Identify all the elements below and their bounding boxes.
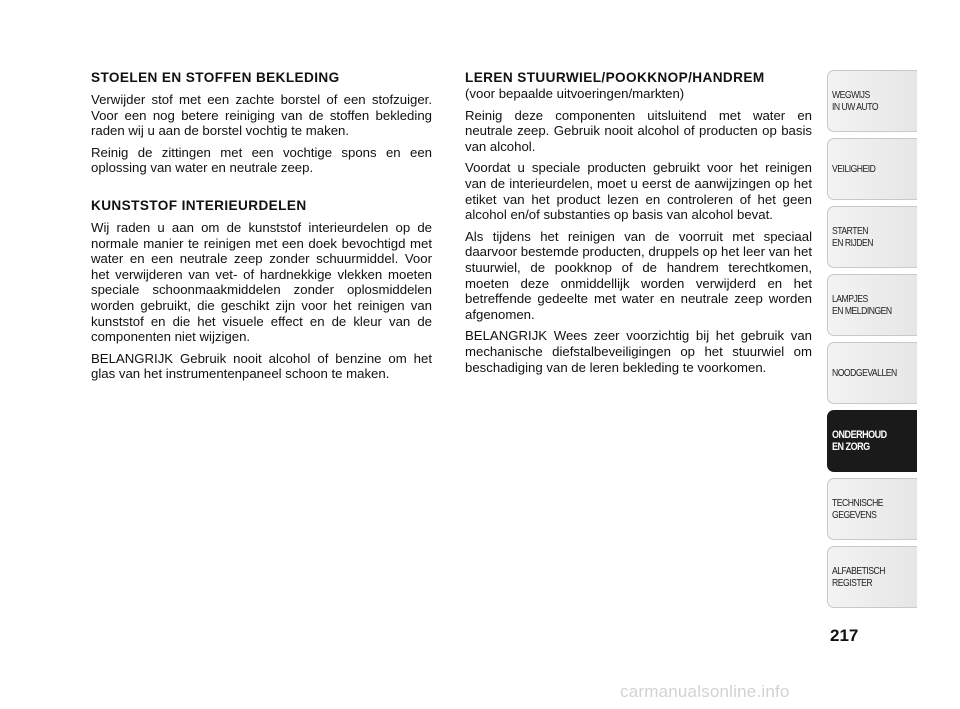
paragraph: Wij raden u aan om de kunststof interieurdelen op de normale manier te reinigen met een doek bevochtigd met water en een neutrale zeep zonder schuurmiddel. Voor het verwijderen van vet- of hardnekkige vlekken moeten speciale schoonmaakmiddelen zonder oplosmiddelen worden gebruikt, die geschikt zijn voor het reinigen van kunststof en die het visuele effect en de kleur van de componenten niet wijzigen. — [91, 219, 432, 345]
tab-wegwijs[interactable] — [827, 70, 917, 132]
left-column — [91, 70, 432, 388]
tab-label: VEILIGHEID — [832, 163, 876, 175]
watermark: carmanualsonline.info — [620, 682, 790, 701]
paragraph: Reinig deze componenten uitsluitend met water en neutrale zeep. Gebruik nooit alcohol of producten op basis van alcohol. — [465, 107, 812, 154]
right-column — [465, 70, 812, 381]
tab-label: TECHNISCHE GEGEVENS — [832, 497, 884, 521]
tab-label: ONDERHOUD EN ZORG — [832, 429, 887, 453]
section-heading-plastic-parts: KUNSTSTOF INTERIEURDELEN — [91, 197, 307, 213]
tab-label: ALFABETISCH REGISTER — [832, 565, 885, 589]
tab-veiligheid[interactable] — [827, 138, 917, 200]
tab-label: LAMPJES EN MELDINGEN — [832, 293, 892, 317]
section-heading-seats: STOELEN EN STOFFEN BEKLEDING — [91, 70, 340, 85]
tab-technische-gegevens[interactable] — [827, 478, 917, 540]
tab-onderhoud-active[interactable] — [827, 410, 917, 472]
section-heading-leather: LEREN STUURWIEL/POOKKNOP/HANDREM — [465, 70, 765, 85]
warning-paragraph: BELANGRIJK Wees zeer voorzichtig bij het gebruik van mechanische diefstalbeveiligingen op het stuurwiel om beschadiging van de leren bekleding te voorkomen. — [465, 328, 812, 375]
tab-label: NOODGEVALLEN — [832, 367, 897, 379]
warning-paragraph: BELANGRIJK Gebruik nooit alcohol of benzine om het glas van het instrumentenpaneel schoon te maken. — [91, 350, 432, 382]
tab-label: STARTEN EN RIJDEN — [832, 225, 874, 249]
chapter-tabs — [827, 70, 917, 614]
section-subheading: (voor bepaalde uitvoeringen/markten) — [465, 86, 685, 101]
paragraph: Voordat u speciale producten gebruikt voor het reinigen van de interieurdelen, moet u eerst de aanwijzingen op het etiket van het product lezen en controleren of het geen alcohol en/of substanties op basis van alcohol bevat. — [465, 160, 812, 223]
paragraph: Als tijdens het reinigen van de voorruit met speciaal daarvoor bestemde producten, druppels op het leer van het stuurwiel, de pookknop of de handrem terechtkomen, moeten deze onmiddellijk worden verwijderd en het betreffende gedeelte met water en neutrale zeep worden afgenomen. — [465, 228, 812, 322]
tab-lampjes[interactable] — [827, 274, 917, 336]
tab-register[interactable] — [827, 546, 917, 608]
paragraph: Reinig de zittingen met een vochtige spons en een oplossing van water en neutrale zeep. — [91, 144, 432, 176]
tab-label: WEGWIJS IN UW AUTO — [832, 89, 879, 113]
page-number: 217 — [830, 626, 859, 645]
tab-starten[interactable] — [827, 206, 917, 268]
tab-noodgevallen[interactable] — [827, 342, 917, 404]
paragraph: Verwijder stof met een zachte borstel of een stofzuiger. Voor een nog betere reiniging van de stoffen bekleding raden wij u aan de borstel vochtig te maken. — [91, 92, 432, 139]
